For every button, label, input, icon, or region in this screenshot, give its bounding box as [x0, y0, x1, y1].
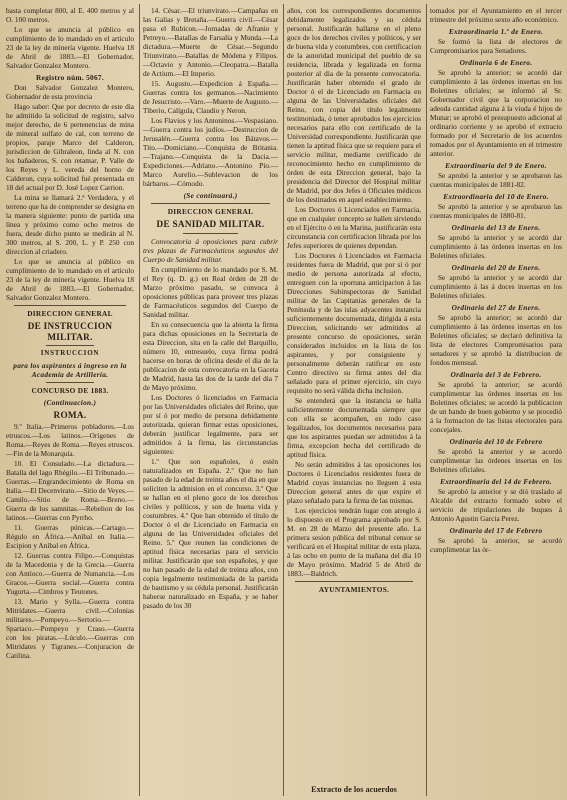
registry-heading: Registro núm. 5067. [36, 73, 104, 82]
paragraph: 14. César.—El triunvirato.—Campañas en las Galias y Bretaña.—Guerra civil.—César pasa el Rubicon.—Jornadas de Afranio y Petreyo.—Batallas de Farsalia y Munda.—La dictadura.—Muerte de César.—Segundo Triunvirato.—Batallas de Módena y Filipos.—Octavio y Antonio.—Cleopatra.—Batalla de Actium.—El Imperio. [143, 6, 278, 78]
paragraph: Lo que se anuncia al público en cumplimiento de lo mandado en el artículo 23 de la ley de minería vigente. Huelva 18 de Abril de 1883.—El Gobernador, Salvador Gonzalez Montero. [6, 25, 134, 70]
paragraph: basta completar 800, al E. 400 metros y al O. 100 metros. [6, 6, 134, 24]
session-heading: Ordinaria del 20 de Enero. [451, 263, 541, 272]
paragraph: 1.º Que son españoles, ó estén naturalizados en España. 2.º Que no han pasado de la edad de treinta años el dia en que soliciten la admision en el concurso. 3.º Que se hallan en el pleno goce de los derechos civiles y políticos, y son de buena vida y costumbres. 4.º Que han obtenido el título de Doctor ó el de Licenciado en Farmacia en alguna de las Universidades oficiales del Reino. 5.º Que reunen las condiciones de aptitud física necesarias para el servicio militar. Justificarán que son españoles, y que no han pasado de la edad de treinta años, con copia legalmente testimoniada de la partida de bautismo y su cédula personal. Justificarán haberse naturalizado en España, y se haber pasado de los 30 [143, 456, 278, 610]
section-heading: DE INSTRUCCION MILITAR. [27, 321, 113, 342]
session-heading: Extraordinaria del 10 de Enero. [443, 192, 549, 201]
paragraph: años, con los correspondientes documentos debidamente legalizados y su cédula personal. Justificarán hallarse en el pleno goce de los derechos civiles y políticos, y ser de buena vida y costumbres, con certificacion de la autoridad municipal del pueblo de su residencia, librada y legalizada en forma posterior al dia de la presente convocatoria. Justificarán haber obtenido el grado de Doctor ó el de Licenciado en Farmacia en alguna de las Universidades oficiales del Reino, con copia del título legalmente testimoniada, ó tener aprobados los ejercicios necesarios para ello con certificado de la Universidad correspondiente. Justificarán que tienen la aptitud física que se requiere para el servicio militar, mediante certificado de reconocimiento hecho en cumplimiento de órden de esta Direccion general, bajo la presidencia del Director del Hospital militar de Madrid, por dos Jefes ú Oficiales médicos de los destinados en aquel establecimiento. [287, 6, 421, 204]
paragraph: Se aprobó la anterior; se acordó dar cumplimiento á las órdenes insertas en los Boletines oficiales; se informó al Sr. Gobernador civil que la corporacion no adeuda cantidad alguna á la viuda é hijos de Munar; se aprobó el presupuesto adicional al ordinario corriente y se aprobó el extracto formado por el Secretario de los acuerdos tomados por el Ayuntamiento en el trimestre anterior. [430, 68, 562, 158]
paragraph: 12. Guerras contra Filipo.—Conquistas de la Macedonia y de la Grecia.—Guerra con Antíoco.—Guerra de Numancia.—Los Gracos.—Guerra social.—Guerra contra Yugurta.—Cimbros y Teutones. [6, 550, 134, 596]
paragraph: En su consecuencia que la abierta la firma para dichas oposiciones en la Secretaría de esta Direccion, sita en la calle del Barquillo, número 10, entresuelo, cuya firma podrá hacerse en horas de oficina desde el dia de la publicacion de esta convocatoria en la Gaceta de Madrid, hasta las dos de la tarde del dia 7 de Mayo próximo. [143, 319, 278, 392]
paragraph: Se aprobó la anterior y se dió traslado al Alcalde del extracto formado sobre el servicio de tripulaciones de buques á Antonio Agustin Garcia Perez. [430, 487, 562, 523]
session-heading: Extraordinaria del 14 de Febrero. [440, 477, 552, 486]
section-heading: AYUNTAMIENTOS. [318, 585, 390, 594]
section-divider [295, 581, 413, 582]
column-4 [430, 6, 562, 796]
subheading: INSTRUCCION [40, 349, 100, 357]
column-1 [6, 6, 134, 796]
paragraph: Los Doctores ó Licenciados en Farmacia, que en cualquier concepto se hallen sirviendo en el Ejército ó en la Marina, justificarán esta circunstancia con certificacion librada por los Jefes superiores de quienes dependan. [287, 205, 421, 250]
session-heading: Ordinaria del 13 de Enero. [451, 223, 541, 232]
subheading: CONCURSO DE 1883. [31, 386, 109, 395]
section-divider [14, 305, 126, 306]
subheading: (Continuacion.) [43, 398, 97, 407]
column-divider [426, 4, 427, 796]
subheading: para los aspirantes á ingreso en la Academia de Artillería. [13, 361, 127, 379]
section-heading: DIRECCION GENERAL [27, 309, 113, 318]
column-3 [287, 6, 421, 796]
paragraph: Se aprobó la anterior y se aprobaron las cuentas municipales de 1881-82. [430, 171, 562, 189]
paragraph: Los Doctores ó Licenciados en Farmacia residentes fuera de Madrid, que por sí ó por medio de persona autorizada al efecto, entreguen con la oportuna anticipacion á las Direcciones Subinspectoras de Sanidad militar de las Capitanías generales de la Península y de las islas adyacentes instancia suficientemente documentada, dirigida á esta Direccion, solicitando ser admitidos al presente concurso de oposiciones, serán considerados incluidos en la lista de los aspirantes, y por consiguiente y personalmente deberán ratificar en este Centro directivo su firma antes del dia señalado para el primer ejercicio, sin cuyo requisito no será válida dicha inclusion. [287, 251, 421, 395]
paragraph: 10. El Consulado.—La dictadura.—Batalla del lago Rhégilo.—El Tribunado.—Guerras.—Engrandecimiento de Roma en Italia.—El Decenvirato.—Sitio de Veyes.—Camilo.—Sitio de Roma.—Breno.—Guerra de los samnitas.—Rebelion de los latinos.—Guerras con Pyrrho. [6, 458, 134, 522]
paragraph: Se aprobó la anterior; se acordó dar cumplimiento á las órdenes insertas en los Boletines oficiales; se declaró definitiva la lista de electores Compromisarios para senadores y se aprobó la distribucion de fondos mensual. [430, 313, 562, 367]
paragraph: Se aprobó la anterior, se acordó cumplimentar las ór- [430, 536, 562, 554]
section-divider [183, 233, 238, 234]
paragraph: Se aprobó la anterior y se acordó dar cumplimiento á las á doces insertas en los Boletines oficiales. [430, 273, 562, 300]
paragraph: Los ejercicios tendrán lugar con arreglo á lo dispuesto en el Programa aprobado por S. M. en 28 de Marzo del presente año. La primera sesion pública del tribunal censor se verificará en el Hospital militar de esta plaza, á las ocho en punto de la mañana del dia 10 de Mayo próximo. Madrid 5 de Abril de 1883.—Baldrich. [287, 506, 421, 578]
paragraph: 13. Mario y Sylla.—Guerra contra Mitrídates.—Guerra civil.—Colonias militares.—Pompeyo.—Sertorio.—Spartaco.—Pompeyo y Craso.—Guerra con los piratas.—Lúculo.—Guerras con Mitrídates y Tigranes.—Conjuracion de Catilina. [6, 596, 134, 660]
paragraph: Se aprobó la anterior y se aprobaron las cuentas municipales de 1880-81. [430, 202, 562, 220]
paragraph: Los Flavios y los Antoninos.—Vespasiano.—Guerra contra los judíos.—Destruccion de Jerusalén.—Guerra contra los Bátavos.—Tito.—Domiciano.—Conquista de Britania.—Trajano.—Conquista de la Dacia.—Expediciones.—Adriano.—Antonino Pío.—Marco Aurelio.—Sublevacion de los bárbaros.—Cómodo. [143, 116, 278, 188]
paragraph: Se formó la lista de electores de Compromisarios para Senadores. [430, 37, 562, 55]
paragraph: Se aprobó la anterior; se acordó cumplimentar las órdenes insertas en los Boletines oficiales; se acordó la publicacion de un bando de buen gobierno y se procedió á la formacion de las listas electorales para concejales. [430, 380, 562, 434]
paragraph: La mina se llamará 2.ª Verdadera, y el terreno que ha de comprender se designa en la manera siguiente: punto de partida una línea y próximo como ocho metros de fuera, desde dicho punto se medirán al N. 300 metros, al S. 200, L. y P. 250 con direccion al criadero. [6, 193, 134, 256]
column-2 [143, 6, 278, 796]
section-subheading: Extracto de los acuerdos [311, 785, 397, 794]
paragraph: 15. Augusto.—Expedicion á España.—Guerras contra los germanos.—Nacimiento de Jesucristo.—Varo.—Muerte de Augusto.—Tiberio, Calígula, Claudio y Neron. [143, 79, 278, 115]
paragraph: Se aprobó la anterior y se acordó dar cumplimiento á las órdenes insertas en los Boletines oficiales. [430, 233, 562, 260]
continuation-note: (Se continuará.) [183, 191, 238, 200]
paragraph: Convocatoria á oposiciones para cubrir tres plazas de Farmacéuticos segundos del Cuerpo de Sanidad militar. [143, 236, 278, 264]
session-heading: Ordinaria 6 de Enero. [459, 58, 533, 67]
session-heading: Ordinaria del 27 de Enero. [451, 303, 541, 312]
paragraph: 11. Guerras púnicas.—Cartago.—Régulo en África.—Aníbal en Italia.—Escipion y Aníbal en África. [6, 522, 134, 550]
column-divider [139, 4, 140, 796]
subheading: ROMA. [53, 410, 87, 420]
session-heading: Ordinaria del 3 de Febrero. [450, 370, 542, 379]
paragraph: tomados por el Ayuntamiento en el tercer trimestre del próximo sexto año económico. [430, 6, 562, 24]
section-divider [46, 345, 94, 346]
paragraph: Don Salvador Gonzalez Montero, Gobernador de esta provincia [6, 83, 134, 101]
session-heading: Ordinaria del 10 de Febrero [449, 437, 543, 446]
column-divider [283, 4, 284, 796]
session-heading: Ordinaria del 17 de Febrero [449, 526, 543, 535]
section-divider [151, 203, 270, 204]
paragraph: Los Doctores ó licenciados en Farmacia por las Universidades oficiales del Reino, que por sí ó por medio de persona debidamente autorizada, quieran firmar estas oposiciones, deberán justificar legalmente, para ser admitidos á la firma, las circunstancias siguientes: [143, 392, 278, 456]
paragraph: Lo que se anuncia al público en cumplimiento de lo mandado en el artículo 23 de la ley de minería vigente. Huelva 18 de Abril de 1883.—El Gobernador, Salvador Gonzalez Montero. [6, 257, 134, 302]
section-heading: DIRECCION GENERAL [167, 207, 254, 216]
session-heading: Extraordinaria 1.º de Enero. [448, 27, 544, 36]
session-heading: Extraordinaria del 9 de Enero. [445, 161, 547, 170]
paragraph: En cumplimiento de lo mandado por S. M. el Rey (q. D. g.) en Real órden de 28 de Marzo próximo pasado, se convoca á oposiciones públicas para proveer tres plazas de Farmacéuticos segundos del Cuerpo de Sanidad militar. [143, 264, 278, 319]
section-heading: DE SANIDAD MILITAR. [156, 219, 265, 229]
paragraph: 9.º Italia.—Primeros pobladores.—Los etruscos.—Los latinos.—Orígenes de Roma.—Reyes de Roma.—Reyes etruscos.—Fin de la Monarquía. [6, 421, 134, 458]
section-divider [46, 382, 94, 383]
paragraph: No serán admitidos á las oposiciones los Doctores ó Licenciados residentes fuera de Madrid cuyas instancias no lleguen á esta Direccion general antes de que expire el plazo señalado para la firma de las mismas. [287, 460, 421, 505]
paragraph: Hago saber: Que por decreto de este dia he admitido la solicitud de registro, salvo mejor derecho, de 6 pertenencias de mina de mineral sulfato de cal, con terreno de propios, paraje Marco del Calderon, jurisdiccion de Gibraleon, linda al N. con los bañaderos, S. con retamar, P. Valle de los Reyes y L. vereda del horno de Calderon, cuya solicitud fué presentada en 18 del actual por D. José Lopez Carrion. [6, 102, 134, 192]
paragraph: Se aprobó la anterior y se acordó cumplimentar las órdenes insertas en los Boletines oficiales. [430, 447, 562, 474]
paragraph: Se entenderá que la instancia se halla suficientemente documentada siempre que con ella se acompañen, en todo caso legalizados, los documentos necesarios para que los aspirantes puedan ser admitidos á la firma, excepcion hecha del certificado de aptitud física. [287, 396, 421, 459]
